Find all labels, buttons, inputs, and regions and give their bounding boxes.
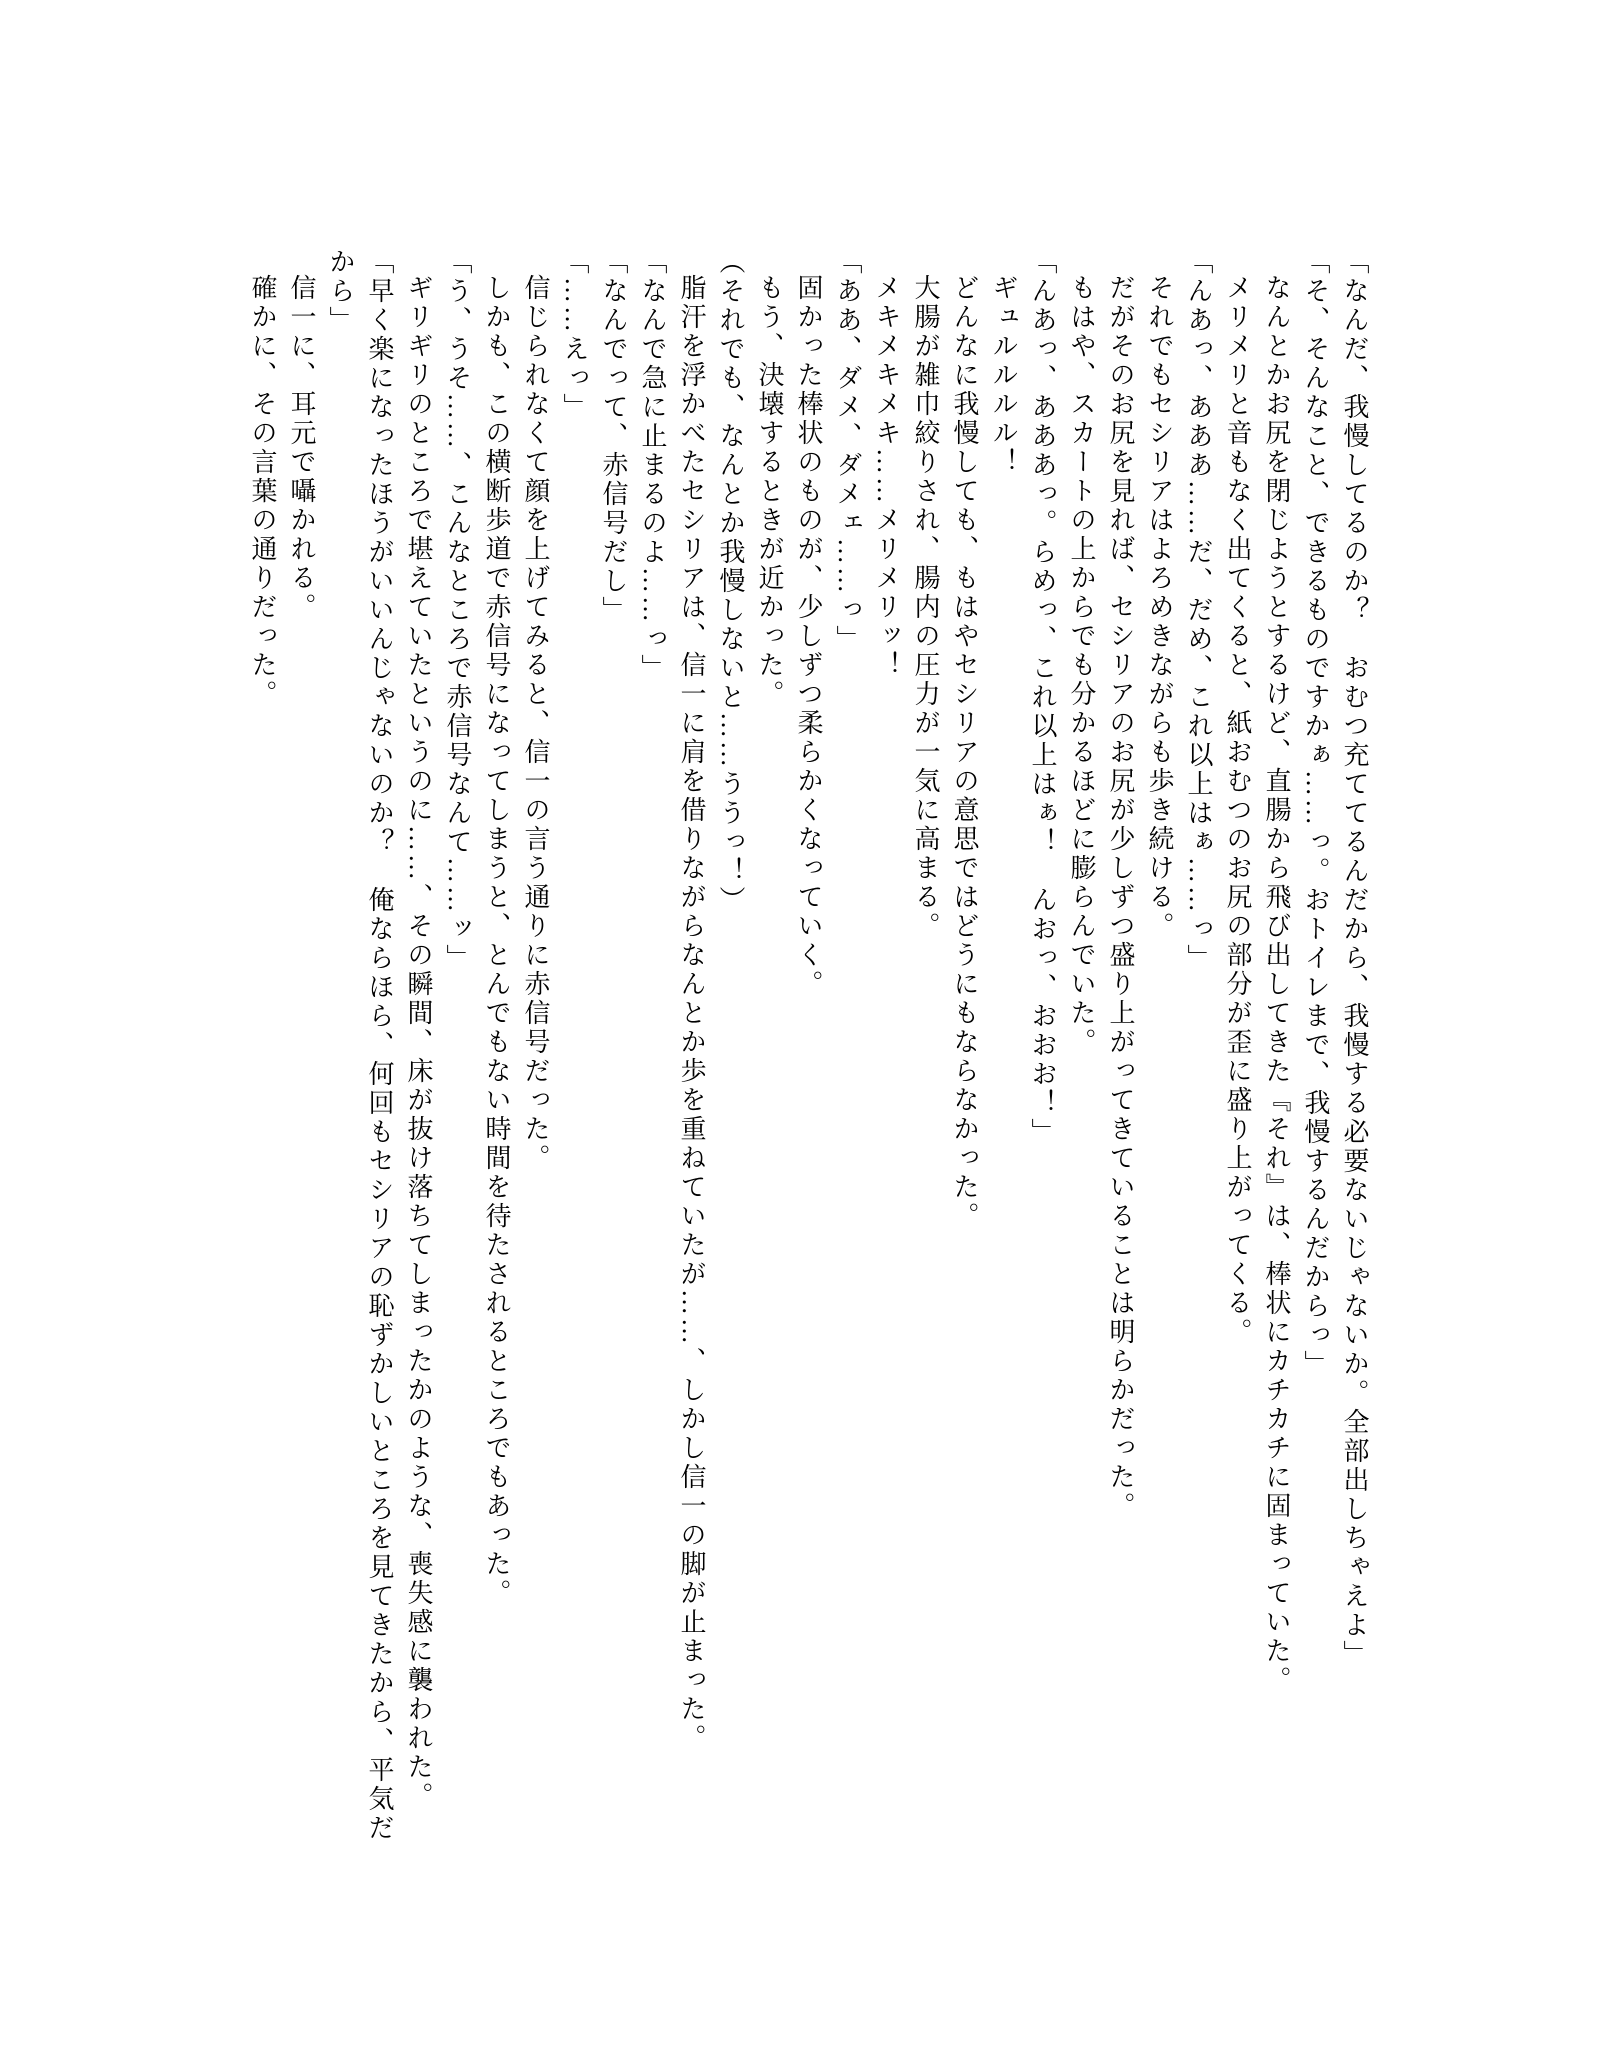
paragraph-narration: もはや、スカートの上からでも分かるほどに膨らんでいた。 bbox=[1067, 274, 1096, 1057]
paragraph-narration: どんなに我慢しても、もはやセシリアの意思ではどうにもならなかった。 bbox=[950, 274, 979, 1231]
paragraph-narration: 信一に、耳元で囁かれる。 bbox=[287, 274, 316, 622]
paragraph-narration: しかも、この横断歩道で赤信号になってしまうと、とんでもない時間を待たされるところでもあった。 bbox=[482, 274, 511, 1608]
paragraph-dialogue: 「う、うそ……、こんなところで赤信号なんて……ッ」 bbox=[443, 248, 472, 973]
paragraph-dialogue: 「……えっ」 bbox=[560, 248, 589, 422]
paragraph-dialogue: 「早く楽になったほうがいいんじゃないのか？ 俺ならほら、何回もセシリアの恥ずかしいところを見てきたから、平気だから」 bbox=[326, 248, 394, 1843]
paragraph-narration: なんとかお尻を閉じようとするけど、直腸から飛び出してきた『それ』は、棒状にカチカチに固まっていた。 bbox=[1262, 274, 1291, 1695]
paragraph-narration: ギリギリのところで堪えていたというのに……、その瞬間、床が抜け落ちてしまったかのような、喪失感に襲われた。 bbox=[404, 274, 433, 1811]
paragraph-sfx: メキメキメキ……メリメリッ！ bbox=[872, 274, 901, 680]
paragraph-dialogue: 「ああ、ダメ、ダメェ……っ」 bbox=[833, 248, 862, 654]
paragraph-thought: （それでも、なんとか我慢しないと……ううっ！） bbox=[716, 248, 745, 915]
paragraph-narration: 大腸が雑巾絞りされ、腸内の圧力が一気に高まる。 bbox=[911, 274, 940, 941]
paragraph-narration: メリメリと音もなく出てくると、紙おむつのお尻の部分が歪に盛り上がってくる。 bbox=[1223, 274, 1252, 1347]
paragraph-narration: 固かった棒状のものが、少しずつ柔らかくなっていく。 bbox=[794, 274, 823, 999]
paragraph-narration: もう、決壊するときが近かった。 bbox=[755, 274, 784, 709]
paragraph-narration: だがそのお尻を見れば、セシリアのお尻が少しずつ盛り上がってきていることは明らかだった。 bbox=[1106, 274, 1135, 1521]
paragraph-dialogue: 「なんだ、我慢してるのか？ おむつ充ててるんだから、我慢する必要ないじゃないか。全部出しちゃえよ」 bbox=[1340, 248, 1369, 1669]
vertical-text-block bbox=[243, 248, 1374, 1848]
paragraph-narration: 信じられなくて顔を上げてみると、信一の言う通りに赤信号だった。 bbox=[521, 274, 550, 1173]
paragraph-dialogue: 「そ、そんなこと、できるものですかぁ……っ。おトイレまで、我慢するんだからっ」 bbox=[1301, 248, 1330, 1379]
paragraph-narration: 脂汗を浮かべたセシリアは、信一に肩を借りながらなんとか歩を重ねていたが……、しかし信一の脚が止まった。 bbox=[677, 274, 706, 1753]
paragraph-narration: それでもセシリアはよろめきながらも歩き続ける。 bbox=[1145, 274, 1174, 941]
paragraph-sfx: ギュルルルル！ bbox=[989, 274, 1018, 477]
paragraph-dialogue: 「なんでって、赤信号だし」 bbox=[599, 248, 628, 625]
paragraph-dialogue: 「んあっ、あああっ。らめっ、これ以上はぁ！ んおっ、おおお！」 bbox=[1028, 248, 1057, 1147]
paragraph-dialogue: 「んあっ、あああ……だ、だめ、これ以上はぁ……っ」 bbox=[1184, 248, 1213, 973]
paragraph-dialogue: 「なんで急に止まるのよ……っ」 bbox=[638, 248, 667, 683]
paragraph-narration: 確かに、その言葉の通りだった。 bbox=[248, 274, 277, 709]
